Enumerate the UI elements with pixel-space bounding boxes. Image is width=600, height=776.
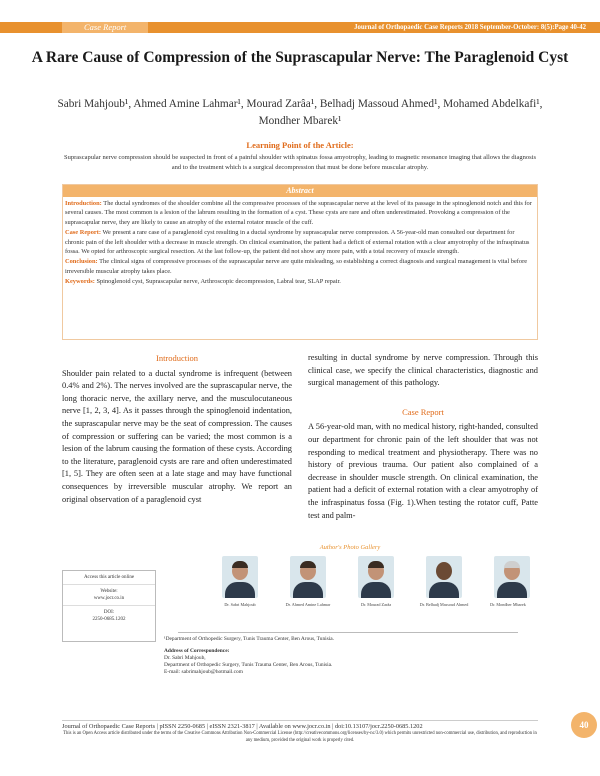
right-column <box>308 352 538 522</box>
abstract-introduction: Introduction: The ductal syndromes of the shoulder combine all the compressive processes of the suprascapular nerve at the level of its passage in the spinoglenoid notch and this for several causes. The most common is a lesion of the labrum resulting in the formation of a cyst. These cysts are rare and often underestimated. Provoking a compression of the suprascapular nerve, they are likely to cause an atrophy of the external rotator muscle of the cuff. <box>65 200 532 226</box>
page-footer <box>62 720 538 744</box>
abstract-box <box>62 184 538 340</box>
journal-citation: Journal of Orthopaedic Case Reports 2018 September-October: 8(5):Page 40-42 <box>354 24 586 31</box>
author-photo <box>426 556 462 598</box>
doi-value: 2250-0685.1202 <box>92 617 126 622</box>
learning-point-text: Suprascapular nerve compression should be suspected in front of a painful shoulder with spinatus fossa amyotrophy, leading to magnetic resonance imaging that allows the diagnosis and to the treatment which is a surgical decompression that must be done before muscular atrophy. <box>64 154 536 171</box>
learning-point-title: Learning Point of the Article: <box>246 140 354 150</box>
abstract-keywords: Keywords: Spinoglenoid cyst, Suprascapular nerve, Arthroscopic decompression, Labral tear, SLAP repair. <box>65 278 341 286</box>
author-caption: Dr. Ahmed Amine Lahmar <box>285 602 331 607</box>
affiliation-block <box>164 632 544 676</box>
page-number: 40 <box>571 712 597 738</box>
left-column <box>62 352 292 506</box>
author-photo <box>290 556 326 598</box>
correspondence-address: Department of Orthopedic Surgery, Tunis Trauma Center, Ben Arous, Tunisia. <box>164 662 333 668</box>
author-caption: Dr. Sabri Mahjoub <box>224 602 256 607</box>
abstract-title: Abstract <box>63 185 537 197</box>
website-block: Website: www.jocr.co.in <box>63 585 155 606</box>
author-photo <box>358 556 394 598</box>
article-access-box <box>62 570 156 642</box>
author-caption: Dr. Belhadj Massoud Ahmed <box>419 602 469 607</box>
author-list: Sabri Mahjoub¹, Ahmed Amine Lahmar¹, Mourad Zarâa¹, Belhadj Massoud Ahmed¹, Mohamed Abdelkafi¹, Mondher Mbarek¹ <box>57 98 543 127</box>
article-type-tag: Case Report <box>62 22 148 33</box>
case-report-text: A 56-year-old man, with no medical history, right-handed, consulted our department for chronic pain of the left shoulder that was not responding to medical treatment and physiotherapy. There was no history of previous trauma. Our patient also complained of a decrease in shoulder muscle strength. On clinical examination, the patient had a deficit of external rotation with a clear amyotrophy of the infraspinatus fossa (Fig. 1).When testing the rotator cuff, Patte test and palm- <box>308 422 538 520</box>
abstract-case-report: Case Report: We present a rare case of a paraglenoid cyst resulting in a ductal syndrome by suprascapular nerve compression. A 56-year-old man consulted our department for chronic pain of the left shoulder with a decrease in muscle strength. On clinical examination, the patient had a deficit of external rotation with a clear amyotrophy of the infraspinatus fossa. We opted for arthroscopic surgical resection. At the last follow-up, the patient did not show any more pain, with a total recovery of muscle strength. <box>65 229 530 256</box>
website-link[interactable]: www.jocr.co.in <box>93 596 125 601</box>
footer-journal-info: Journal of Orthopaedic Case Reports | pISSN 2250-0685 | eISSN 2321-3817 | Available on www.jocr.co.in | doi:10.13107/jocr.2250-0685.1202 <box>62 723 423 730</box>
introduction-heading: Introduction <box>155 353 199 363</box>
abstract-conclusion: Conclusion: The clinical signs of compressive processes of the suprascapular nerve are quite misleading, so establishing a correct diagnosis and surgical management is vital before irreversible muscular atrophy takes place. <box>65 258 528 275</box>
photo-gallery-title: Author's Photo Gallery <box>319 544 381 551</box>
introduction-text: Shoulder pain related to a ductal syndrome is infrequent (between 0.4% and 2%). The nerves involved are the suprascapular nerve, the long thoracic nerve, the axillary nerve, and the musculocutaneous nerve [1, 2, 3, 4]. As it passes through the spinoglenoid indentation, the suprascapular nerve may be the seat of compression. The causes of compression or suffering can be varied; the most common is a lesion of the labrum causing the formation of these cysts. According to the literature, paraglenoid cysts are rare and often underestimated [1, 5]. They are often seen at a late stage and may have functional consequences by irreversible muscular atrophy. We report an original observation of a paraglenoid cyst <box>62 368 292 504</box>
footer-license: This is an Open Access article distributed under the terms of the Creative Commons Attribution Non-Commercial License (http://creativecommons.org/licenses/by-nc/3.0) which permits unrestricted non-commercial use, distribution, and reproduction in any medium, provided the original work is properly cited. <box>63 731 537 743</box>
correspondence-name: Dr. Sabri Mahjoub, <box>164 655 206 661</box>
doi-block: DOI: 2250-0685.1202 <box>63 606 155 626</box>
author-caption: Dr. Mourad Zarâa <box>360 602 392 607</box>
access-label: Access this article online <box>63 571 155 585</box>
author-photo <box>222 556 258 598</box>
correspondence-label: Address of Correspondence: <box>164 648 230 654</box>
department-affiliation: ¹Department of Orthopedic Surgery, Tunis Trauma Center, Ben Arous, Tunisia. <box>164 636 335 642</box>
case-report-heading: Case Report <box>402 406 444 417</box>
author-caption: Dr. Mondher Mbarek <box>490 602 526 607</box>
author-photo <box>494 556 530 598</box>
correspondence-email[interactable]: E-mail: sabrimahjoub@hotmail.com <box>164 669 243 675</box>
article-title: A Rare Cause of Compression of the Suprascapular Nerve: The Paraglenoid Cyst <box>31 49 569 66</box>
author-photo-gallery <box>222 556 538 612</box>
introduction-continued: resulting in ductal syndrome by nerve compression. Through this clinical case, we specify the clinical characteristics, diagnostic and surgical management of this pathology. <box>308 353 538 388</box>
